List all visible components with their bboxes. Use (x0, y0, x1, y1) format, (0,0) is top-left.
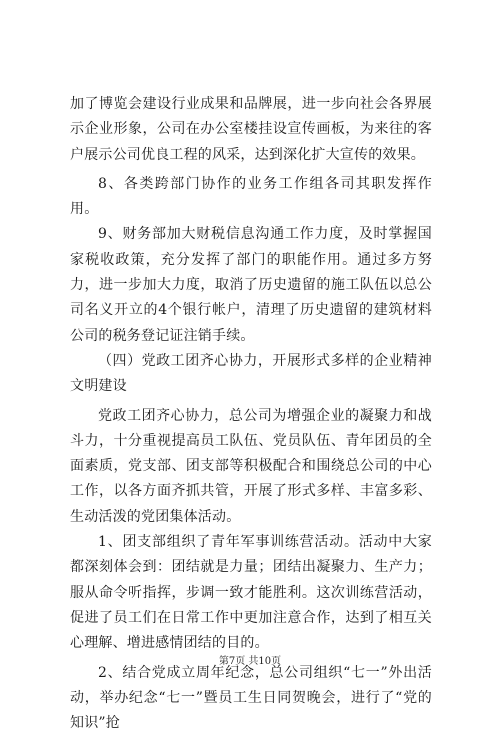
paragraph-item-8: 8、各类跨部门协作的业务工作组各司其职发挥作用。 (70, 175, 432, 218)
section-heading-4: （四）党政工团齐心协力，开展形式多样的企业精神文明建设 (70, 352, 432, 395)
document-body (70, 92, 432, 736)
paragraph-continuation: 加了博览会建设行业成果和品牌展，进一步向社会各界展示企业形象，公司在办公室楼挂设宣传画板，为来往的客户展示公司优良工程的风采，达到深化扩大宣传的效果。 (70, 96, 432, 163)
page-footer: 第7页 共10页 (218, 656, 282, 667)
paragraph-item-1: 1、团支部组织了青年军事训练营活动。活动中大家都深刻体会到：团结就是力量；团结出凝聚力、生产力；服从命令听指挥，步调一致才能胜利。这次训练营活动，促进了员工们在日常工作中更加注意合作，达到了相互关心理解、增进感情团结的目的。 (70, 534, 432, 652)
paragraph-item-2: 2、结合党成立周年纪念，总公司组织“七一”外出活动，举办纪念“七一”暨员工生日同贺晚会，进行了“党的知识”抢 (70, 664, 432, 732)
paragraph-party-work: 党政工团齐心协力，总公司为增强企业的凝聚力和战斗力，十分重视提高员工队伍、党员队伍、青年团员的全面素质，党支部、团支部等积极配合和围绕总公司的中心工作，以各方面齐抓共管，开展了形式多样、丰富多彩、生动活泼的党团集体活动。 (70, 407, 432, 525)
paragraph-item-9: 9、财务部加大财税信息沟通工作力度，及时掌握国家税收政策，充分发挥了部门的职能作用。通过多方努力，进一步加大力度，取消了历史遗留的施工队伍以总公司名义开立的4个银行帐户，清理了历史遗留的建筑材料公司的税务登记证注销手续。 (70, 226, 432, 344)
